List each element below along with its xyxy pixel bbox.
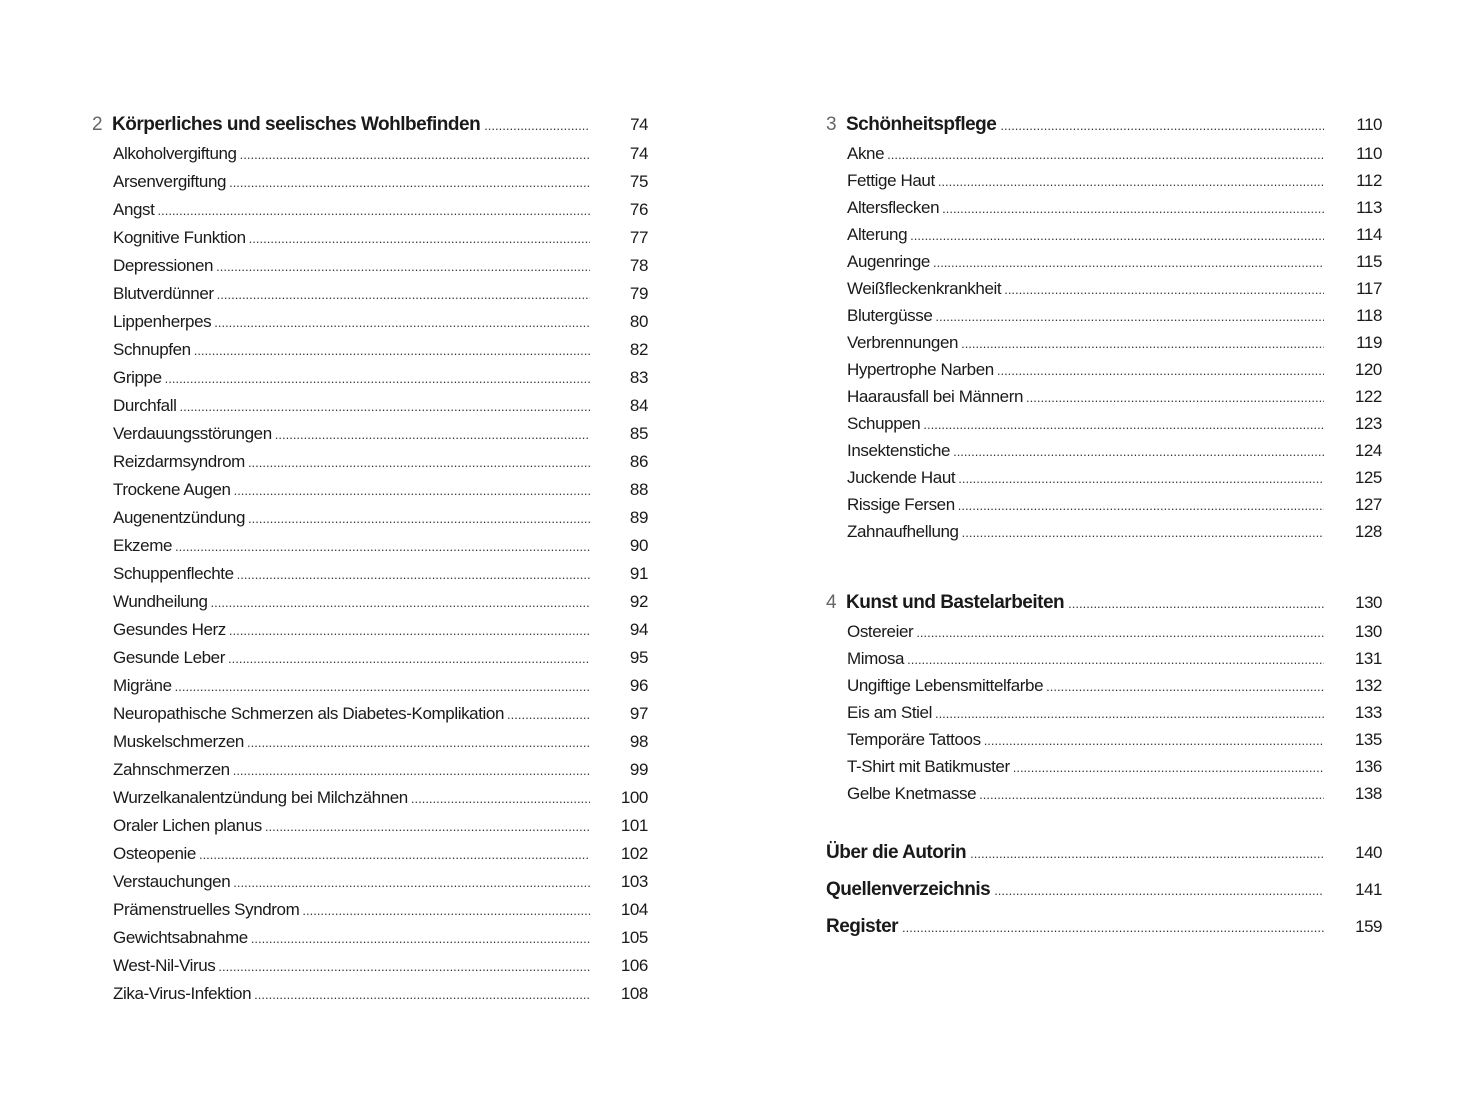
- page-number: 159: [1355, 917, 1382, 936]
- toc-entry[interactable]: [92, 340, 648, 368]
- entry-title: Gesunde Leber: [113, 648, 225, 667]
- toc-entry[interactable]: [92, 704, 648, 732]
- entry-title: Arsenvergiftung: [113, 172, 227, 191]
- toc-back-matter: [826, 842, 1382, 953]
- entry-title: Reizdarmsyndrom: [113, 452, 245, 471]
- entry-title: Altersflecken: [847, 198, 940, 217]
- toc-entry[interactable]: [826, 730, 1382, 757]
- entry-title: Schuppenflechte: [113, 564, 234, 583]
- page-number: 83: [629, 368, 648, 387]
- dot-leader: [907, 652, 1324, 667]
- toc-entry[interactable]: [92, 172, 648, 200]
- page-number: 106: [620, 956, 648, 975]
- dot-leader: [265, 819, 590, 834]
- page-number: 76: [629, 200, 648, 219]
- dot-leader: [217, 287, 590, 302]
- entry-title: Augenentzündung: [113, 508, 246, 527]
- entry-title: Ungiftige Lebensmittelfarbe: [847, 676, 1044, 695]
- toc-entry[interactable]: [826, 757, 1382, 784]
- dot-leader: [1013, 760, 1324, 775]
- entry-title: Augenringe: [847, 252, 930, 271]
- section-number: 4: [826, 592, 837, 613]
- dot-leader: [984, 733, 1324, 748]
- toc-entry-list: [826, 622, 1382, 811]
- dot-leader: [1004, 282, 1324, 297]
- page-number: 124: [1354, 441, 1382, 460]
- toc-entry[interactable]: [826, 414, 1382, 441]
- dot-leader: [507, 707, 590, 722]
- toc-entry[interactable]: [92, 396, 648, 424]
- dot-leader: [165, 371, 590, 386]
- page-number: 113: [1356, 198, 1382, 217]
- entry-title: Zahnschmerzen: [113, 760, 230, 779]
- page-number: 140: [1355, 843, 1382, 862]
- page-number: 99: [629, 760, 648, 779]
- page-number: 94: [629, 620, 648, 639]
- entry-title: Depressionen: [113, 256, 214, 275]
- section-heading[interactable]: [92, 114, 648, 144]
- toc-entry[interactable]: [92, 592, 648, 620]
- page-number: 102: [620, 844, 648, 863]
- entry-title: Verstauchungen: [113, 872, 231, 891]
- page-number: 110: [1356, 115, 1382, 134]
- dot-leader: [229, 175, 590, 190]
- dot-leader: [484, 118, 590, 133]
- entry-title: Zika-Virus-Infektion: [113, 984, 252, 1003]
- toc-entry[interactable]: [92, 480, 648, 508]
- dot-leader: [233, 763, 590, 778]
- page-number: 86: [629, 452, 648, 471]
- dot-leader: [194, 343, 590, 358]
- toc-entry[interactable]: [92, 256, 648, 284]
- entry-title: Verbrennungen: [847, 333, 959, 352]
- dot-leader: [228, 651, 590, 666]
- toc-entry[interactable]: [92, 844, 648, 872]
- dot-leader: [938, 174, 1324, 189]
- toc-entry[interactable]: [92, 984, 648, 1012]
- page-number: 141: [1355, 880, 1382, 899]
- entry-title: Osteopenie: [113, 844, 196, 863]
- page-number: 114: [1356, 225, 1382, 244]
- entry-title: Fettige Haut: [847, 171, 935, 190]
- section-title: Kunst und Bastelarbeiten: [846, 592, 1065, 613]
- entry-title: West-Nil-Virus: [113, 956, 216, 975]
- entry-title: Ostereier: [847, 622, 914, 641]
- dot-leader: [935, 309, 1324, 324]
- toc-entry[interactable]: [826, 198, 1382, 225]
- entry-title: Schnupfen: [113, 340, 191, 359]
- entry-title: T-Shirt mit Batikmuster: [847, 757, 1010, 776]
- dot-leader: [1000, 118, 1324, 133]
- toc-entry-about-author[interactable]: [826, 842, 1382, 879]
- entry-title: Quellenverzeichnis: [826, 879, 991, 900]
- toc-entry[interactable]: [826, 441, 1382, 468]
- entry-title: Grippe: [113, 368, 162, 387]
- toc-entry[interactable]: [92, 788, 648, 816]
- dot-leader: [157, 203, 590, 218]
- toc-entry[interactable]: [92, 228, 648, 256]
- page-number: 130: [1354, 622, 1382, 641]
- dot-leader: [958, 498, 1324, 513]
- entry-title: Alterung: [847, 225, 908, 244]
- entry-title: Haarausfall bei Männern: [847, 387, 1024, 406]
- page-number: 112: [1356, 171, 1382, 190]
- page-number: 91: [629, 564, 648, 583]
- page-number: 128: [1354, 522, 1382, 541]
- toc-entry[interactable]: [92, 452, 648, 480]
- entry-title: Über die Autorin: [826, 842, 967, 863]
- dot-leader: [175, 679, 590, 694]
- page-number: 138: [1354, 784, 1382, 803]
- toc-entry[interactable]: [92, 620, 648, 648]
- dot-leader: [275, 427, 590, 442]
- page-number: 82: [629, 340, 648, 359]
- toc-entry-bibliography[interactable]: [826, 879, 1382, 916]
- dot-leader: [240, 147, 590, 162]
- entry-title: Insektenstiche: [847, 441, 951, 460]
- section-heading[interactable]: [826, 592, 1382, 622]
- entry-title: Verdauungsstörungen: [113, 424, 272, 443]
- page-number: 100: [620, 788, 648, 807]
- entry-title: Gelbe Knetmasse: [847, 784, 977, 803]
- toc-section-4: [826, 592, 1382, 811]
- entry-title: Register: [826, 916, 899, 937]
- page-number: 115: [1356, 252, 1382, 271]
- entry-title: Mimosa: [847, 649, 905, 668]
- entry-title: Prämenstruelles Syndrom: [113, 900, 300, 919]
- entry-title: Hypertrophe Narben: [847, 360, 994, 379]
- dot-leader: [1046, 679, 1324, 694]
- page-number: 117: [1356, 279, 1382, 298]
- toc-section-3: [826, 114, 1382, 549]
- page-number: 136: [1354, 757, 1382, 776]
- toc-entry[interactable]: [92, 676, 648, 704]
- toc-entry[interactable]: [92, 144, 648, 172]
- dot-leader: [251, 931, 590, 946]
- section-number: 2: [92, 114, 103, 135]
- toc-entry[interactable]: [826, 279, 1382, 306]
- entry-title: Blutverdünner: [113, 284, 214, 303]
- entry-title: Zahnaufhellung: [847, 522, 959, 541]
- entry-title: Trockene Augen: [113, 480, 231, 499]
- toc-entry[interactable]: [826, 225, 1382, 252]
- entry-title: Schuppen: [847, 414, 921, 433]
- dot-leader: [302, 903, 590, 918]
- page-number: 119: [1356, 333, 1382, 352]
- page-number: 79: [629, 284, 648, 303]
- page-number: 135: [1354, 730, 1382, 749]
- dot-leader: [902, 920, 1324, 935]
- toc-entry-list: [826, 144, 1382, 549]
- entry-title: Eis am Stiel: [847, 703, 932, 722]
- page-number: 89: [629, 508, 648, 527]
- toc-entry[interactable]: [826, 306, 1382, 333]
- toc-entry[interactable]: [92, 648, 648, 676]
- dot-leader: [254, 987, 590, 1002]
- toc-entry[interactable]: [92, 816, 648, 844]
- entry-title: Migräne: [113, 676, 172, 695]
- dot-leader: [910, 228, 1324, 243]
- dot-leader: [179, 399, 590, 414]
- dot-leader: [935, 706, 1324, 721]
- page-number: 125: [1354, 468, 1382, 487]
- dot-leader: [933, 255, 1324, 270]
- page-number: 88: [629, 480, 648, 499]
- dot-leader: [953, 444, 1324, 459]
- page-number: 110: [1356, 144, 1382, 163]
- toc-entry[interactable]: [92, 284, 648, 312]
- entry-title: Angst: [113, 200, 155, 219]
- page-number: 130: [1355, 593, 1382, 612]
- page-number: 77: [629, 228, 648, 247]
- toc-entry[interactable]: [826, 333, 1382, 360]
- toc-entry[interactable]: [92, 872, 648, 900]
- toc-entry[interactable]: [92, 368, 648, 396]
- dot-leader: [916, 625, 1324, 640]
- toc-entry[interactable]: [826, 171, 1382, 198]
- entry-title: Kognitive Funktion: [113, 228, 246, 247]
- toc-entry[interactable]: [92, 900, 648, 928]
- page-number: 105: [620, 928, 648, 947]
- entry-title: Wurzelkanalentzündung bei Milchzähnen: [113, 788, 408, 807]
- dot-leader: [997, 363, 1324, 378]
- toc-entry-list: [92, 144, 648, 1012]
- section-heading[interactable]: [826, 114, 1382, 144]
- dot-leader: [237, 567, 590, 582]
- dot-leader: [1026, 390, 1324, 405]
- toc-section-2: [92, 114, 648, 1012]
- toc-entry[interactable]: [92, 928, 648, 956]
- dot-leader: [175, 539, 590, 554]
- entry-title: Weißfleckenkrankheit: [847, 279, 1002, 298]
- page-number: 74: [630, 115, 648, 134]
- page-number: 123: [1354, 414, 1382, 433]
- dot-leader: [994, 883, 1324, 898]
- entry-title: Durchfall: [113, 396, 177, 415]
- toc-entry[interactable]: [826, 649, 1382, 676]
- dot-leader: [214, 315, 590, 330]
- entry-title: Muskelschmerzen: [113, 732, 244, 751]
- toc-entry[interactable]: [92, 536, 648, 564]
- page-number: 132: [1354, 676, 1382, 695]
- dot-leader: [218, 959, 590, 974]
- entry-title: Blutergüsse: [847, 306, 933, 325]
- dot-leader: [958, 471, 1324, 486]
- dot-leader: [1068, 596, 1324, 611]
- toc-entry[interactable]: [92, 424, 648, 452]
- dot-leader: [961, 336, 1324, 351]
- section-title: Schönheitspflege: [846, 114, 997, 135]
- dot-leader: [248, 511, 590, 526]
- section-title: Körperliches und seelisches Wohlbefinden: [112, 114, 481, 135]
- dot-leader: [942, 201, 1324, 216]
- dot-leader: [229, 623, 590, 638]
- page-number: 118: [1356, 306, 1382, 325]
- entry-title: Wundheilung: [113, 592, 208, 611]
- toc-entry[interactable]: [826, 622, 1382, 649]
- toc-entry[interactable]: [92, 956, 648, 984]
- page-number: 96: [629, 676, 648, 695]
- dot-leader: [979, 787, 1324, 802]
- toc-entry[interactable]: [92, 732, 648, 760]
- page-number: 98: [629, 732, 648, 751]
- page-number: 131: [1354, 649, 1382, 668]
- page-number: 84: [629, 396, 648, 415]
- toc-entry[interactable]: [92, 760, 648, 788]
- dot-leader: [249, 231, 590, 246]
- toc-entry[interactable]: [826, 144, 1382, 171]
- dot-leader: [411, 791, 590, 806]
- toc-entry[interactable]: [826, 387, 1382, 414]
- entry-title: Juckende Haut: [847, 468, 956, 487]
- toc-entry[interactable]: [92, 564, 648, 592]
- entry-title: Gesundes Herz: [113, 620, 226, 639]
- page-number: 108: [620, 984, 648, 1003]
- toc-entry[interactable]: [826, 522, 1382, 549]
- toc-entry-index[interactable]: [826, 916, 1382, 953]
- toc-entry[interactable]: [826, 468, 1382, 495]
- page-number: 95: [629, 648, 648, 667]
- page-number: 85: [629, 424, 648, 443]
- entry-title: Temporäre Tattoos: [847, 730, 981, 749]
- dot-leader: [887, 147, 1324, 162]
- page-number: 101: [620, 816, 648, 835]
- page-number: 103: [620, 872, 648, 891]
- page-number: 133: [1354, 703, 1382, 722]
- toc-entry[interactable]: [826, 360, 1382, 387]
- entry-title: Gewichtsabnahme: [113, 928, 248, 947]
- dot-leader: [211, 595, 590, 610]
- dot-leader: [962, 525, 1324, 540]
- page-number: 74: [629, 144, 648, 163]
- entry-title: Alkoholvergiftung: [113, 144, 237, 163]
- entry-title: Neuropathische Schmerzen als Diabetes-Komplikation: [113, 704, 505, 723]
- page-number: 75: [629, 172, 648, 191]
- page-number: 80: [629, 312, 648, 331]
- toc-entry[interactable]: [92, 508, 648, 536]
- dot-leader: [970, 846, 1324, 861]
- entry-title: Rissige Fersen: [847, 495, 955, 514]
- dot-leader: [923, 417, 1324, 432]
- entry-title: Ekzeme: [113, 536, 173, 555]
- dot-leader: [199, 847, 590, 862]
- entry-title: Akne: [847, 144, 885, 163]
- page-number: 90: [629, 536, 648, 555]
- toc-entry[interactable]: [826, 495, 1382, 522]
- dot-leader: [216, 259, 590, 274]
- dot-leader: [247, 735, 590, 750]
- page-number: 97: [629, 704, 648, 723]
- toc-entry[interactable]: [92, 312, 648, 340]
- page-number: 120: [1354, 360, 1382, 379]
- toc-entry[interactable]: [826, 703, 1382, 730]
- toc-entry[interactable]: [826, 784, 1382, 811]
- page-number: 122: [1354, 387, 1382, 406]
- page-number: 127: [1354, 495, 1382, 514]
- page-number: 104: [620, 900, 648, 919]
- dot-leader: [233, 875, 590, 890]
- dot-leader: [234, 483, 590, 498]
- dot-leader: [248, 455, 590, 470]
- toc-entry[interactable]: [826, 676, 1382, 703]
- entry-title: Lippenherpes: [113, 312, 212, 331]
- page-number: 78: [629, 256, 648, 275]
- entry-title: Oraler Lichen planus: [113, 816, 262, 835]
- page-number: 92: [629, 592, 648, 611]
- toc-entry[interactable]: [92, 200, 648, 228]
- section-number: 3: [826, 114, 837, 135]
- toc-entry[interactable]: [826, 252, 1382, 279]
